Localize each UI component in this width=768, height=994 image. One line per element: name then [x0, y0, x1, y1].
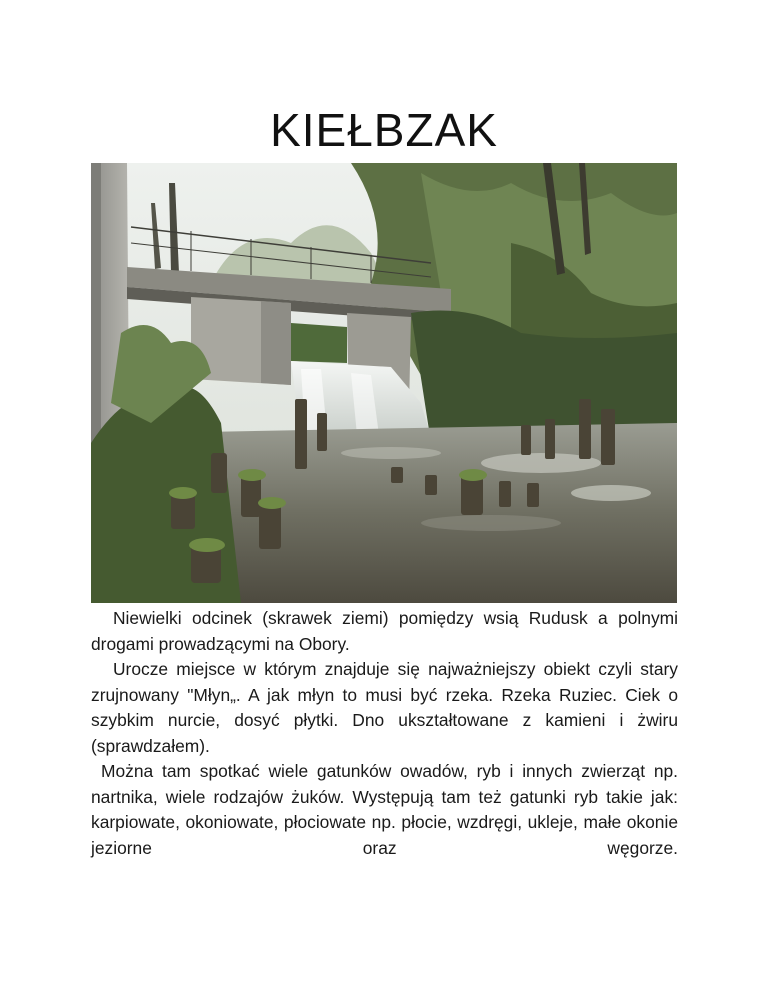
paragraph-1: Niewielki odcinek (skrawek ziemi) pomiędzy wsią Rudusk a polnymi drogami prowadzącymi na Obory.	[91, 608, 678, 654]
river-weir-photo	[91, 163, 677, 603]
article-body	[91, 606, 678, 861]
page-title: KIEŁBZAK	[270, 104, 498, 156]
paragraph-2: Urocze miejsce w którym znajduje się najważniejszy obiekt czyli stary zrujnowany "Młyn„. A jak młyn to musi być rzeka. Rzeka Ruziec. Ciek o szybkim nurcie, dosyć płytki. Dno ukształtowane z kamieni i żwiru (sprawdzałem).	[91, 659, 678, 756]
paragraph-3: Można tam spotkać wiele gatunków owadów, ryb i innych zwierząt np. nartnika, wiele rodzajów żuków. Występują tam też gatunki ryb takie jak: karpiowate, okoniowate, płociowate np. płocie, wzdręgi, ukleje, małe okonie jeziorne oraz węgorze.	[91, 761, 678, 858]
